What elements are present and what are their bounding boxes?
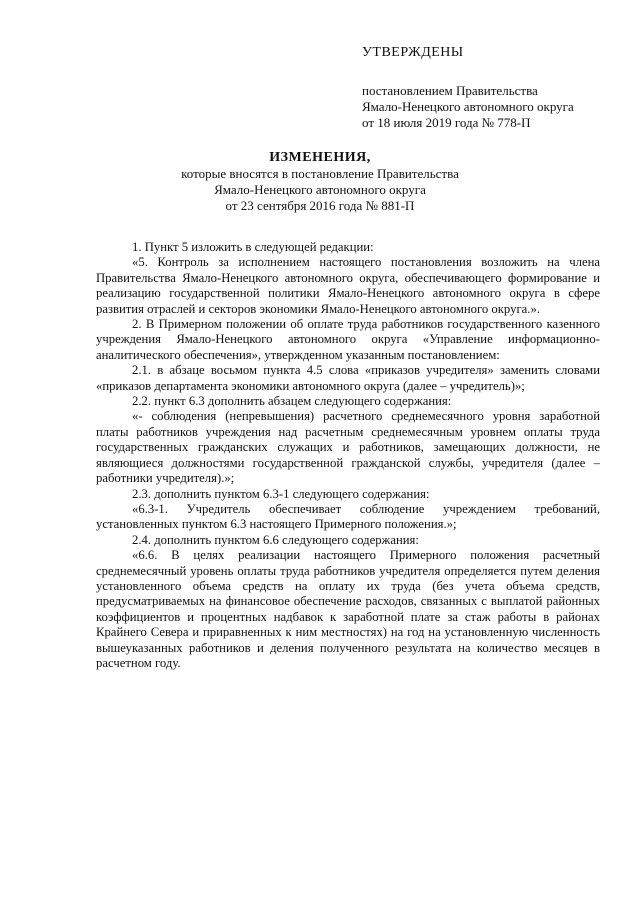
paragraph: 1. Пункт 5 изложить в следующей редакции:: [132, 240, 374, 254]
approval-heading: УТВЕРЖДЕНЫ: [362, 45, 464, 60]
title-line: которые вносятся в постановление Правительства: [181, 166, 459, 181]
approval-stamp: [362, 45, 632, 131]
paragraph: «6.3-1. Учредитель обеспечивает соблюдение учреждением требований, установленных пунктом 6.3 настоящего Примерного положения.»;: [96, 501, 600, 532]
paragraph: 2.4. дополнить пунктом 6.6 следующего содержания:: [132, 532, 419, 547]
paragraph: 2. В Примерном положении об оплате труда работников государственного казенного учреждения Ямало-Ненецкого автономного округа «Управление информационно-аналитического обеспечения», утвержденном указанным постановлением:: [96, 317, 600, 362]
paragraph: «5. Контроль за исполнением настоящего постановления возложить на члена Правительства Ямало-Ненецкого автономного округа, обеспечивающего формирование и реализацию государственной политики Ямало-Ненецкого автономного округа в сфере развития отраслей и секторов экономики Ямало-Ненецкого автономного округа.».: [96, 255, 600, 316]
document-title: [130, 150, 510, 214]
paragraph: «- соблюдения (непревышения) расчетного среднемесячного уровня заработной платы работников учреждения над расчетным среднемесячным уровнем оплаты труда государственных гражданских служащих и работников, замещающих должности, не являющиеся должностями государственной гражданской службы, учредителя (далее – работники учредителя).»;: [96, 409, 600, 486]
paragraph: 2.2. пункт 6.3 дополнить абзацем следующего содержания:: [132, 394, 452, 409]
paragraph: 2.3. дополнить пунктом 6.3-1 следующего содержания:: [132, 486, 430, 501]
title-line: от 23 сентября 2016 года № 881-П: [225, 198, 415, 213]
paragraph: «6.6. В целях реализации настоящего Примерного положения расчетный среднемесячный уровень оплаты труда работников учредителя определяется путем деления установленного объема средств на оплату их труда (без учета объема средств, предусматриваемых на финансовое обеспечение расходов, связанных с выплатой районных коэффициентов и процентных надбавок к заработной плате за стаж работы в районах Крайнего Севера и приравненных к ним местностях) на год на установленную численность вышеуказанных работников и деления полученного результата на количество месяцев в расчетном году.: [96, 548, 600, 670]
document-body: [96, 240, 600, 671]
paragraph: 2.1. в абзаце восьмом пункта 4.5 слова «приказов учредителя» заменить словами «приказов департамента экономики автономного округа (далее – учредитель)»;: [96, 363, 600, 393]
approval-line: постановлением Правительства: [362, 83, 538, 98]
approval-line: от 18 июля 2019 года № 778-П: [362, 115, 531, 130]
title-line: Ямало-Ненецкого автономного округа: [214, 182, 426, 197]
title-main: ИЗМЕНЕНИЯ,: [269, 150, 371, 165]
approval-line: Ямало-Ненецкого автономного округа: [362, 99, 574, 114]
